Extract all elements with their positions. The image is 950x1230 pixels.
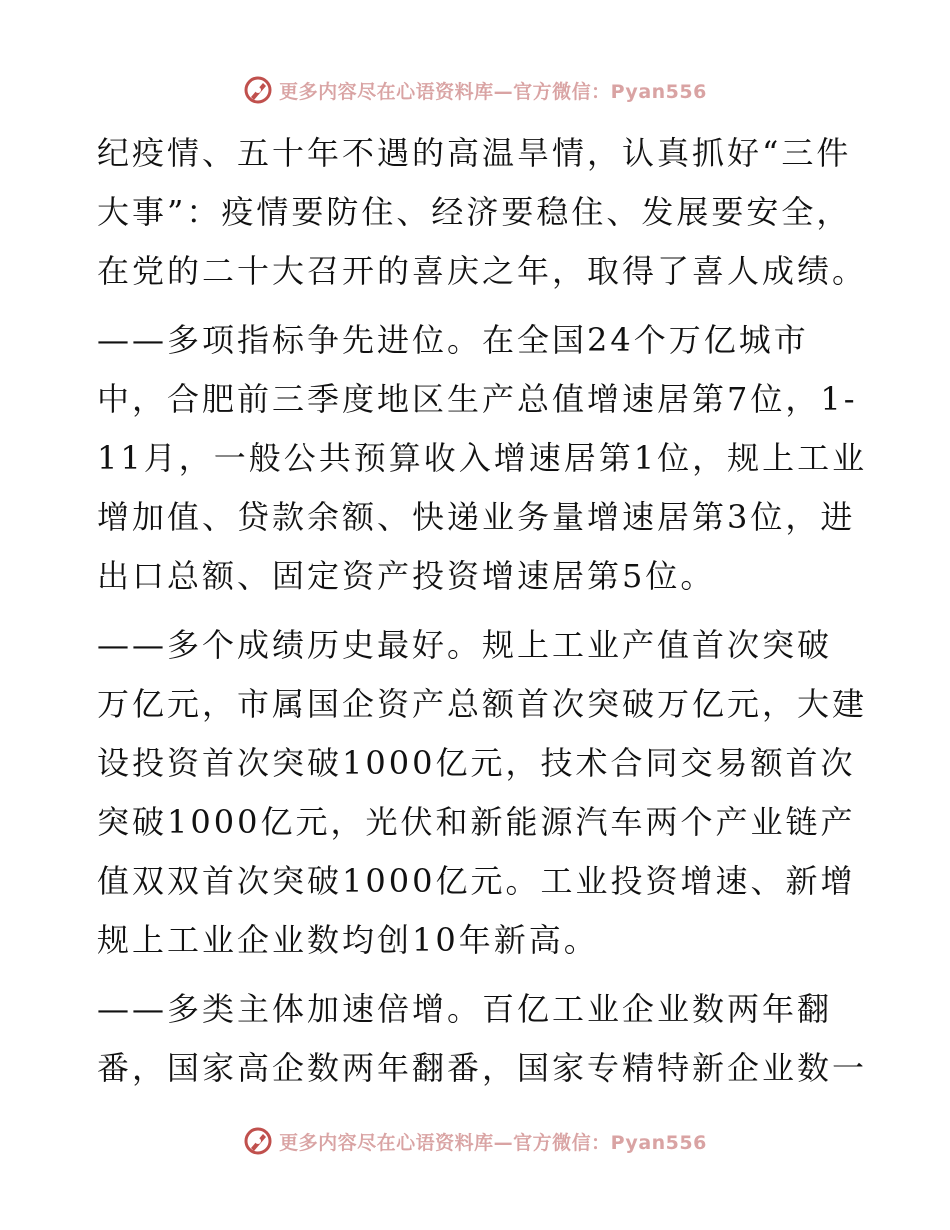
text-line: 出口总额、固定资产投资增速居第5位。 [97,557,716,595]
text-line: 大事”：疫情要防住、经济要稳住、发展要安全， [97,193,852,231]
watermark-text: 更多内容尽在心语资料库—官方微信：Pyan556 [279,1131,707,1154]
text-line: 突破1000亿元，光伏和新能源汽车两个产业链产 [97,803,856,841]
text-line: 增加值、贷款余额、快递业务量增速居第3位，进 [97,498,856,536]
text-line: 在党的二十大召开的喜庆之年，取得了喜人成绩。 [97,252,868,290]
text-line: ——多类主体加速倍增。百亿工业企业数两年翻 [97,990,833,1028]
document-body [97,124,868,1098]
pen-logo-icon [243,1126,273,1156]
watermark-header [0,70,950,110]
watermark-text: 更多内容尽在心语资料库—官方微信：Pyan556 [279,80,707,103]
text-line: 番，国家高企数两年翻番，国家专精特新企业数一 [97,1049,868,1087]
text-line: 纪疫情、五十年不遇的高温旱情，认真抓好“三件 [97,134,852,172]
text-line: 设投资首次突破1000亿元，技术合同交易额首次 [97,744,856,782]
text-line: ——多个成绩历史最好。规上工业产值首次突破 [97,626,833,664]
text-line: 中，合肥前三季度地区生产总值增速居第7位，1- [97,380,858,418]
text-line: 11月，一般公共预算收入增速居第1位，规上工业 [97,439,868,477]
paragraph [97,980,868,1098]
text-line: ——多项指标争先进位。在全国24个万亿城市 [97,321,809,359]
watermark-footer [0,1121,950,1161]
pen-logo-icon [243,75,273,105]
paragraph [97,124,868,301]
text-line: 万亿元，市属国企资产总额首次突破万亿元，大建 [97,685,868,723]
text-line: 规上工业企业数均创10年新高。 [97,921,599,959]
paragraph [97,616,868,970]
paragraph [97,311,868,606]
text-line: 值双双首次突破1000亿元。工业投资增速、新增 [97,862,856,900]
